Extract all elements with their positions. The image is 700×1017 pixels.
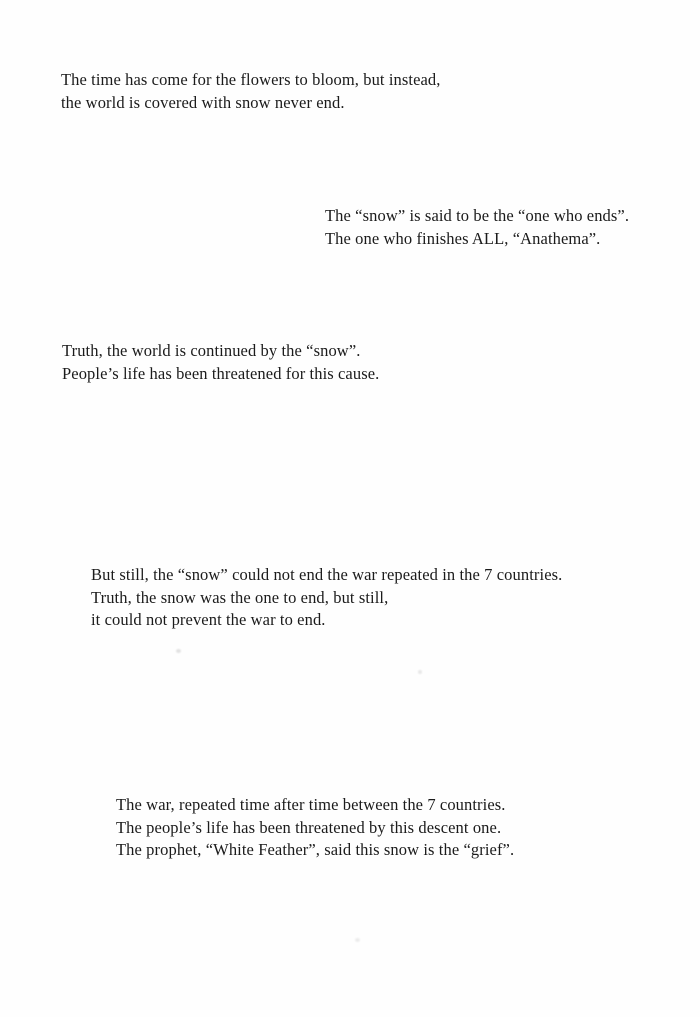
scan-speck — [355, 938, 360, 942]
paragraph-4 — [91, 564, 562, 632]
text-line: But still, the “snow” could not end the war repeated in the 7 countries. — [91, 565, 563, 584]
text-line: the world is covered with snow never end. — [61, 92, 345, 112]
paragraph-3 — [62, 340, 379, 385]
text-line: Truth, the world is continued by the “snow”. — [62, 341, 361, 360]
paragraph-2 — [325, 205, 629, 250]
text-line: The one who finishes ALL, “Anathema”. — [325, 228, 601, 248]
text-line: it could not prevent the war to end. — [91, 610, 326, 629]
scan-speck — [176, 649, 181, 653]
text-line: The prophet, “White Feather”, said this snow is the “grief”. — [116, 840, 515, 859]
text-line: The people’s life has been threatened by this descent one. — [116, 817, 502, 837]
scan-speck — [418, 670, 422, 674]
text-line: The war, repeated time after time between the 7 countries. — [116, 795, 506, 814]
text-line: Truth, the snow was the one to end, but still, — [91, 587, 389, 607]
text-line: The time has come for the flowers to bloom, but instead, — [61, 70, 441, 89]
paragraph-5 — [116, 794, 514, 862]
paragraph-1 — [61, 69, 441, 114]
text-line: The “snow” is said to be the “one who ends”. — [325, 206, 630, 225]
text-line: People’s life has been threatened for this cause. — [62, 363, 380, 383]
